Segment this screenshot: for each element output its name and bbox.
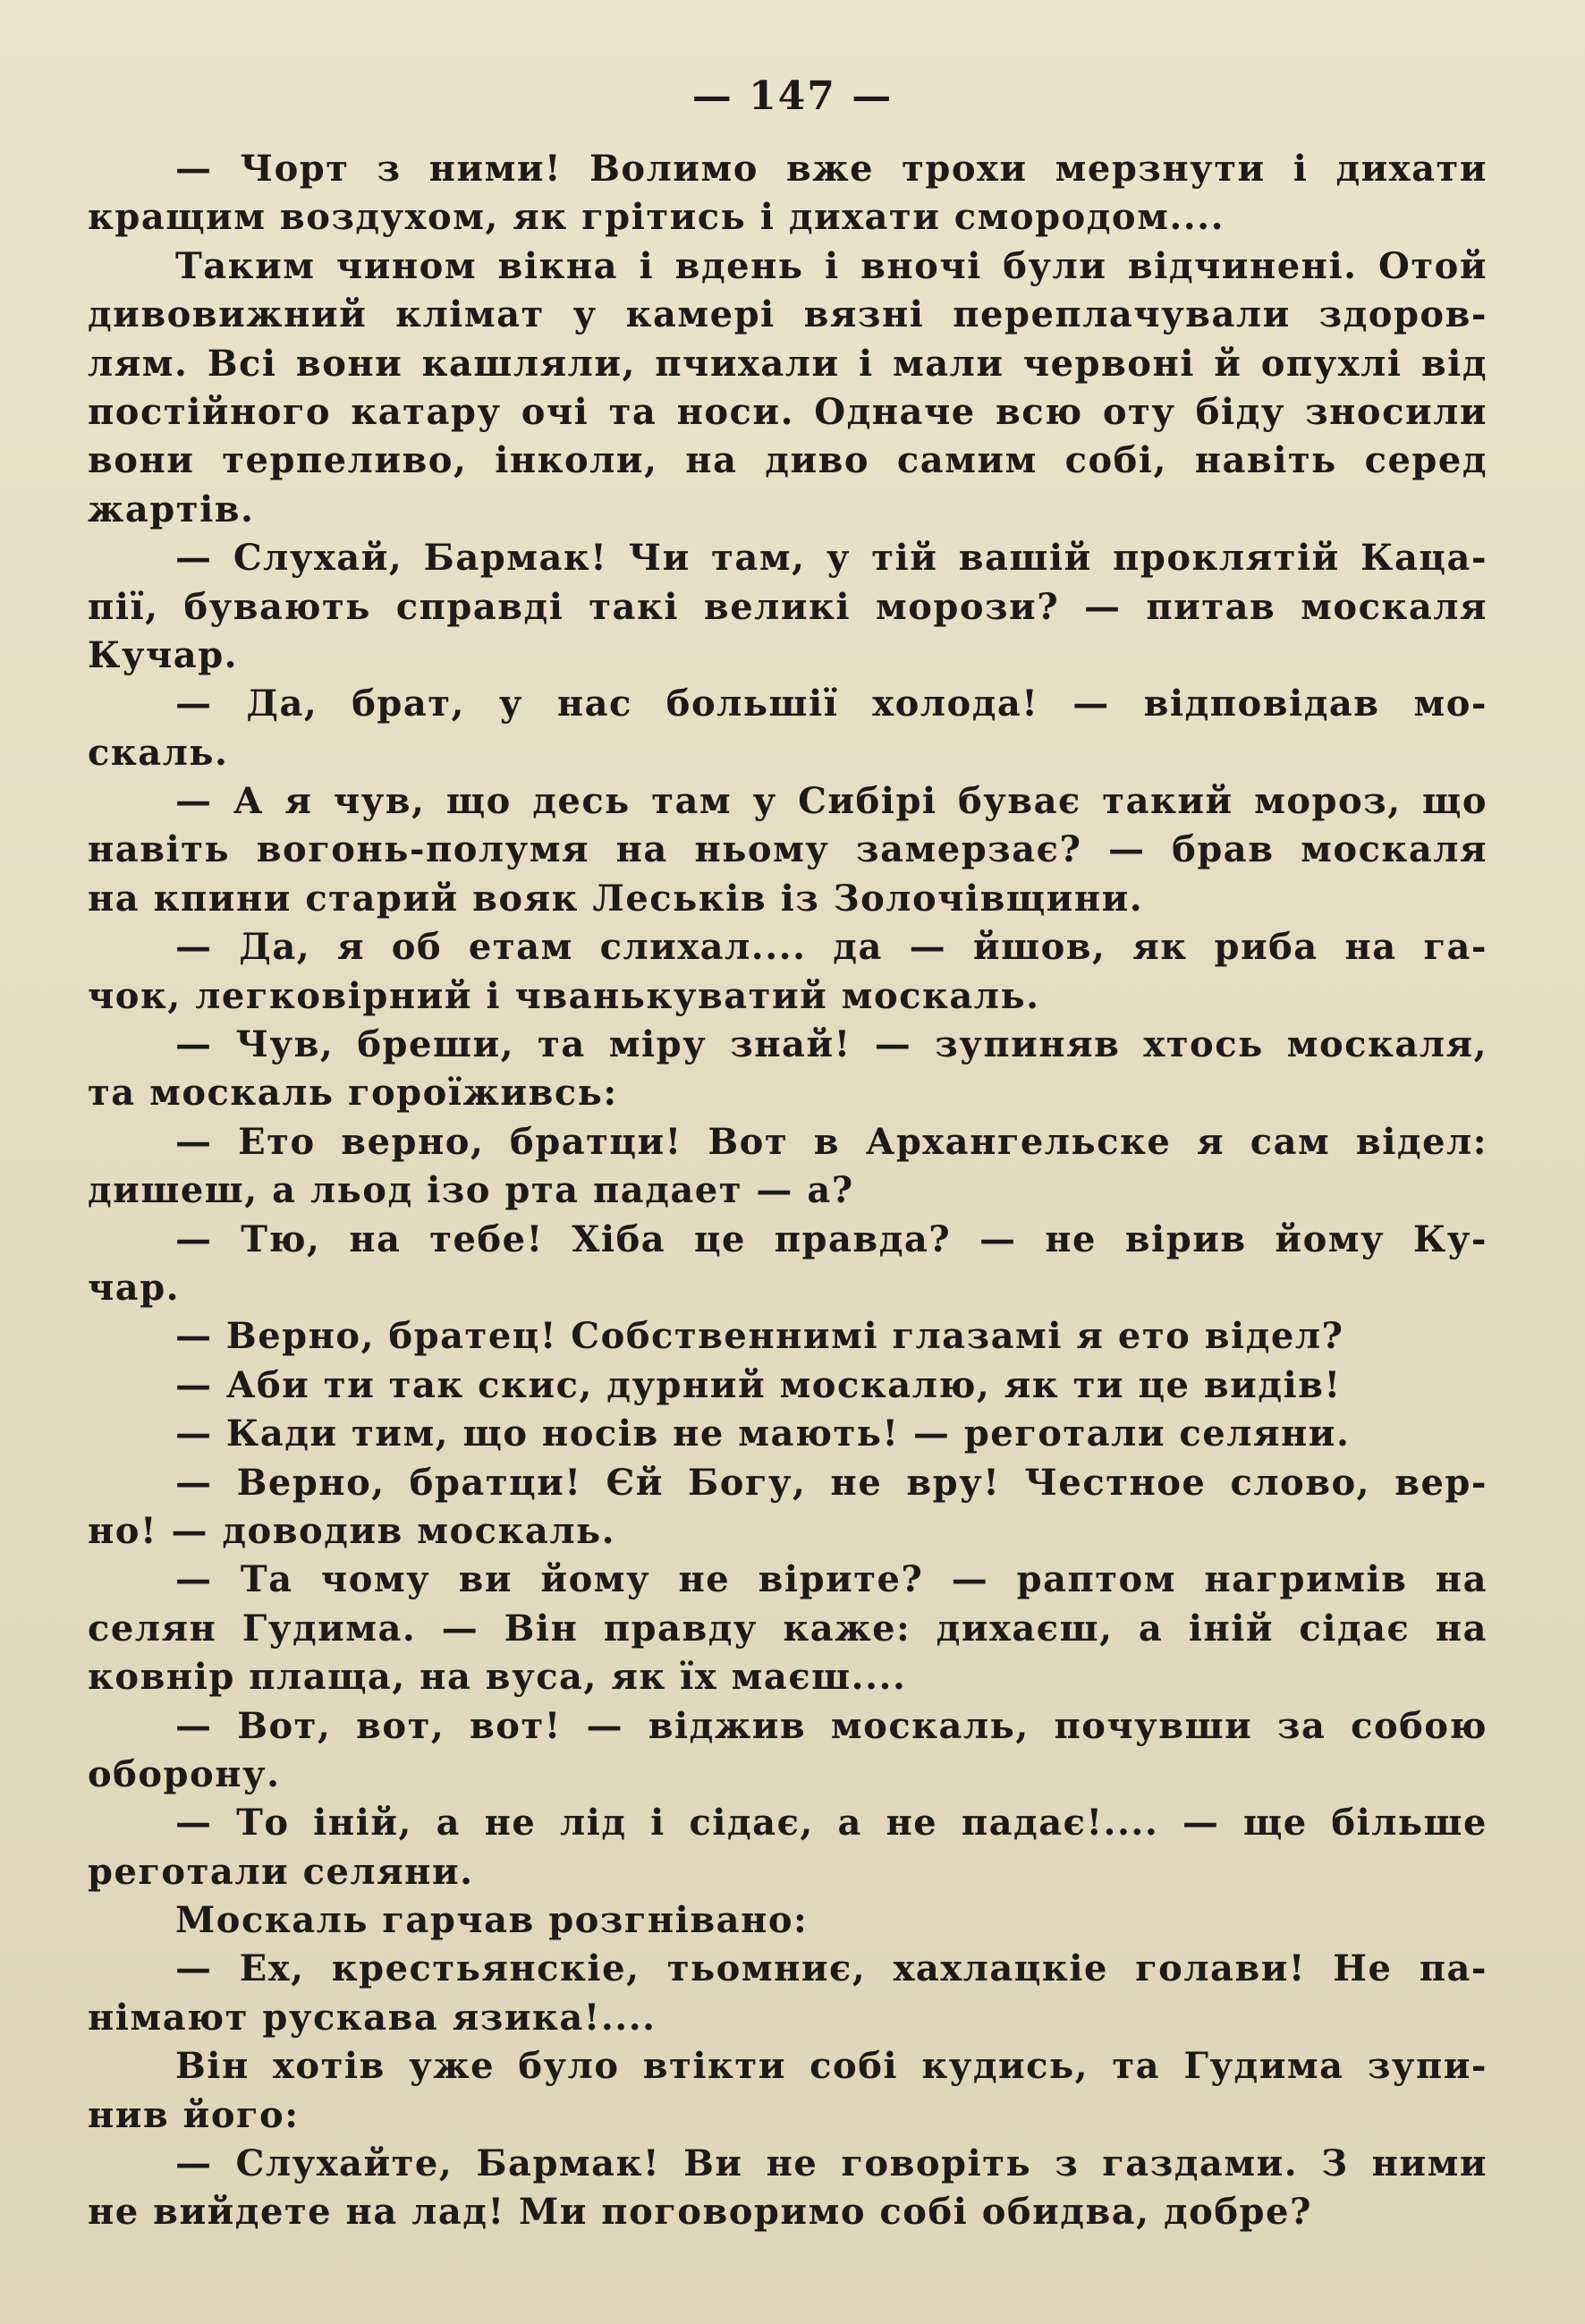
- text-line: дишеш, а льод ізо рта падает — а?: [88, 1169, 854, 1212]
- text-line: Таким чином вікна і вдень і вночі були відчинені. Отой: [175, 244, 1488, 287]
- text-line: — Верно, братци! Єй Богу, не вру! Честное слово, вер-: [175, 1461, 1488, 1504]
- text-line: — А я чув, що десь там у Сибірі буває такий мороз, що: [175, 780, 1488, 823]
- text-line: — То іній, а не лід і сідає, а не падає!.... — ще більше: [175, 1802, 1488, 1845]
- text-line: скаль.: [88, 731, 229, 774]
- text-line: — Ех, крестьянскіе, тьомниє, хахлацкіе голави! Не па-: [175, 1947, 1488, 1990]
- text-line: кращим воздухом, як грітись і дихати смородом....: [88, 196, 1225, 239]
- text-line: Москаль гарчав розгнівано:: [175, 1899, 809, 1942]
- text-line: — Слухай, Бармак! Чи там, у тій вашій проклятій Каца-: [175, 537, 1488, 580]
- text-line: вони терпеливо, інколи, на диво самим собі, навіть серед: [88, 439, 1488, 482]
- text-line: Він хотів уже було втікти собі кудись, та Гудима зупи-: [175, 2045, 1488, 2088]
- text-line: — Кади тим, що носів не мають! — реготали селяни.: [175, 1412, 1351, 1455]
- text-line: — Чорт з ними! Волимо вже трохи мерзнути і дихати: [175, 148, 1488, 190]
- text-line: постійного катару очі та носи. Одначе всю оту біду зносили: [88, 390, 1488, 433]
- text-line: навіть вогонь-полумя на ньому замерзає? — брав москаля: [88, 828, 1488, 871]
- text-line: Кучар.: [88, 633, 239, 676]
- text-line: — Слухайте, Бармак! Ви не говоріть з газдами. З ними: [175, 2142, 1488, 2185]
- text-line: — Чув, бреши, та міру знай! — зупиняв хтось москаля,: [175, 1023, 1488, 1066]
- text-line: на кпини старий вояк Леськів із Золочівщини.: [88, 877, 1144, 920]
- text-line: — Да, я об етам слихал.... да — йшов, як риба на га-: [175, 926, 1488, 969]
- page-number: — 147 —: [691, 73, 894, 119]
- text-line: — Тю, на тебе! Хіба це правда? — не вірив йому Ку-: [175, 1217, 1488, 1260]
- text-line: не вийдете на лад! Ми поговоримо собі обидва, добре?: [88, 2191, 1312, 2234]
- text-body: [88, 145, 1488, 2237]
- text-line: лям. Всі вони кашляли, пчихали і мали червоні й опухлі від: [88, 342, 1488, 385]
- text-line: німают рускава язика!....: [88, 1996, 657, 2039]
- text-line: жартів.: [88, 488, 255, 530]
- text-line: чар.: [88, 1266, 181, 1309]
- text-line: — Верно, братец! Собственнимі глазамі я ето відел?: [175, 1315, 1344, 1358]
- text-line: — Ето верно, братци! Вот в Архангельске я сам відел:: [175, 1120, 1488, 1163]
- text-line: пії, бувають справді такі великі морози? — питав москаля: [88, 585, 1488, 628]
- text-line: оборону.: [88, 1752, 281, 1795]
- text-line: дивовижний клімат у камері вязні переплачували здоров-: [88, 293, 1488, 336]
- text-line: но! — доводив москаль.: [88, 1509, 616, 1552]
- text-line: — Да, брат, у нас большії холода! — відповідав мо-: [175, 683, 1488, 725]
- text-line: нив його:: [88, 2093, 300, 2136]
- text-line: чок, легковірний і чванькуватий москаль.: [88, 974, 1040, 1017]
- text-line: — Та чому ви йому не вірите? — раптом нагримів на: [175, 1558, 1488, 1601]
- text-line: селян Гудима. — Він правду каже: дихаєш, а іній сідає на: [88, 1607, 1488, 1650]
- text-line: реготали селяни.: [88, 1850, 474, 1893]
- text-line: — Аби ти так скис, дурний москалю, як ти це видів!: [175, 1363, 1342, 1406]
- text-line: та москаль гороїживсь:: [88, 1072, 618, 1115]
- text-line: — Вот, вот, вот! — віджив москаль, почувши за собою: [175, 1704, 1488, 1747]
- text-line: ковнір плаща, на вуса, як їх маєш....: [88, 1656, 907, 1699]
